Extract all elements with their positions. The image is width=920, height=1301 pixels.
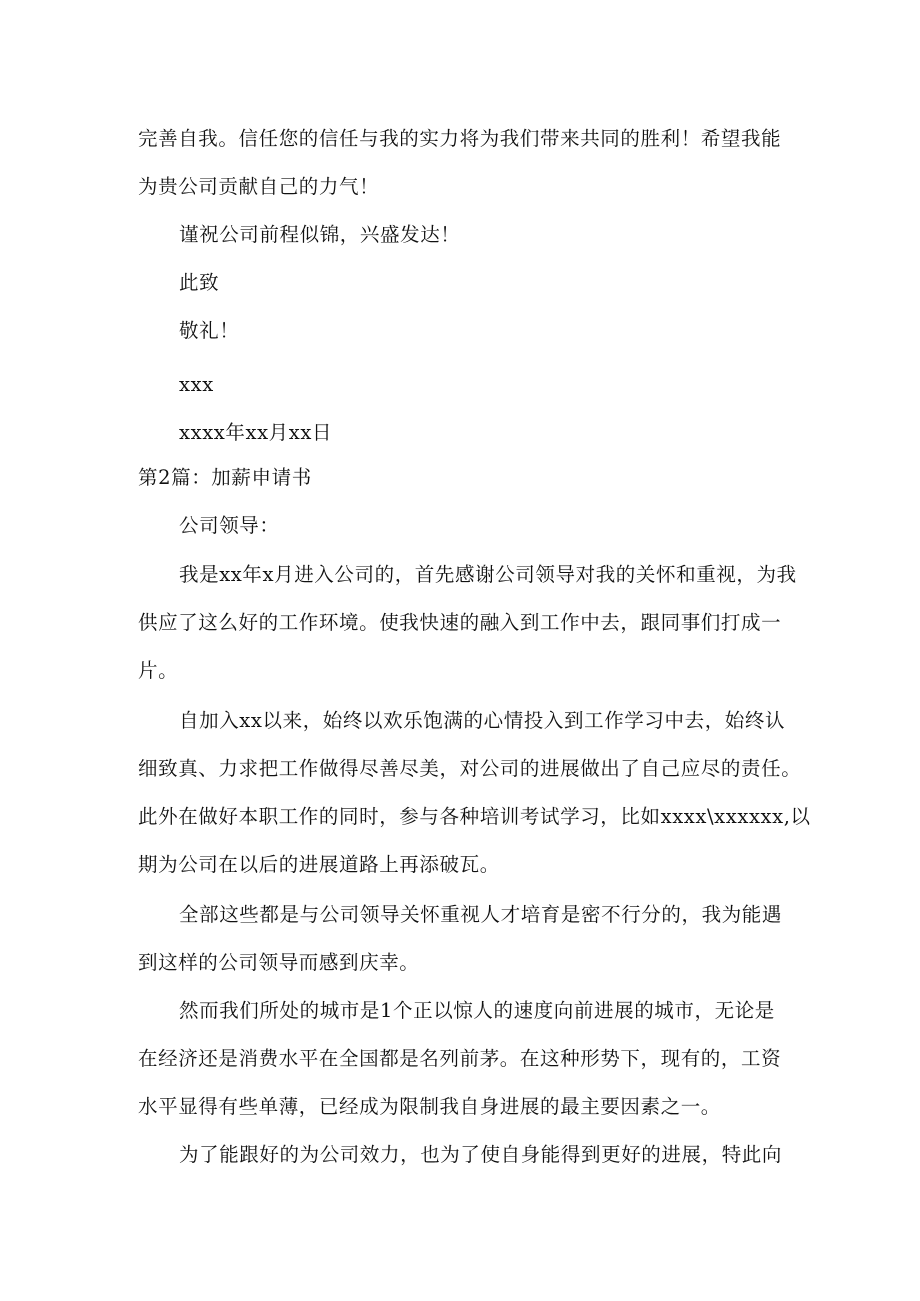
section-heading: 第2篇：加薪申请书 [138, 466, 312, 489]
salutation: 公司领导： [179, 514, 280, 537]
paragraph-line: 为贵公司贡献自己的力气！ [138, 175, 380, 198]
paragraph-line: 片。 [138, 659, 179, 682]
wishes-line: 谨祝公司前程似锦，兴盛发达！ [179, 223, 461, 246]
paragraph-line: 我是xx年x月进入公司的，首先感谢公司领导对我的关怀和重视，为我 [179, 563, 797, 586]
paragraph-line: 然而我们所处的城市是1个正以惊人的速度向前进展的城市，无论是 [179, 999, 775, 1022]
closing-jingli: 敬礼！ [179, 319, 240, 342]
closing-cizhi: 此致 [179, 271, 220, 294]
paragraph-line: 细致真、力求把工作做得尽善尽美，对公司的进展做出了自己应尽的责任。 [138, 757, 802, 780]
paragraph-line: 为了能跟好的为公司效力，也为了使自身能得到更好的进展，特此向 [179, 1143, 783, 1166]
paragraph-line: 此外在做好本职工作的同时，参与各种培训考试学习，比如xxxx\xxxxxx,以 [138, 805, 811, 828]
paragraph-line: 自加入xx以来，始终以欢乐饱满的心情投入到工作学习中去，始终认 [179, 709, 786, 732]
date-line: xxxx年xx月xx日 [179, 421, 333, 444]
paragraph-line: 期为公司在以后的进展道路上再添破瓦。 [138, 853, 500, 876]
signature: xxx [179, 373, 214, 396]
paragraph-line: 到这样的公司领导而感到庆幸。 [138, 951, 420, 974]
paragraph-line: 水平显得有些单薄，已经成为限制我自身进展的最主要因素之一。 [138, 1095, 721, 1118]
paragraph-line: 在经济还是消费水平在全国都是名列前茅。在这种形势下，现有的，工资 [138, 1047, 782, 1070]
paragraph-line: 完善自我。信任您的信任与我的实力将为我们带来共同的胜利！希望我能 [138, 127, 782, 150]
paragraph-line: 全部这些都是与公司领导关怀重视人才培育是密不行分的，我为能遇 [179, 903, 783, 926]
paragraph-line: 供应了这么好的工作环境。使我快速的融入到工作中去，跟同事们打成一 [138, 611, 782, 634]
